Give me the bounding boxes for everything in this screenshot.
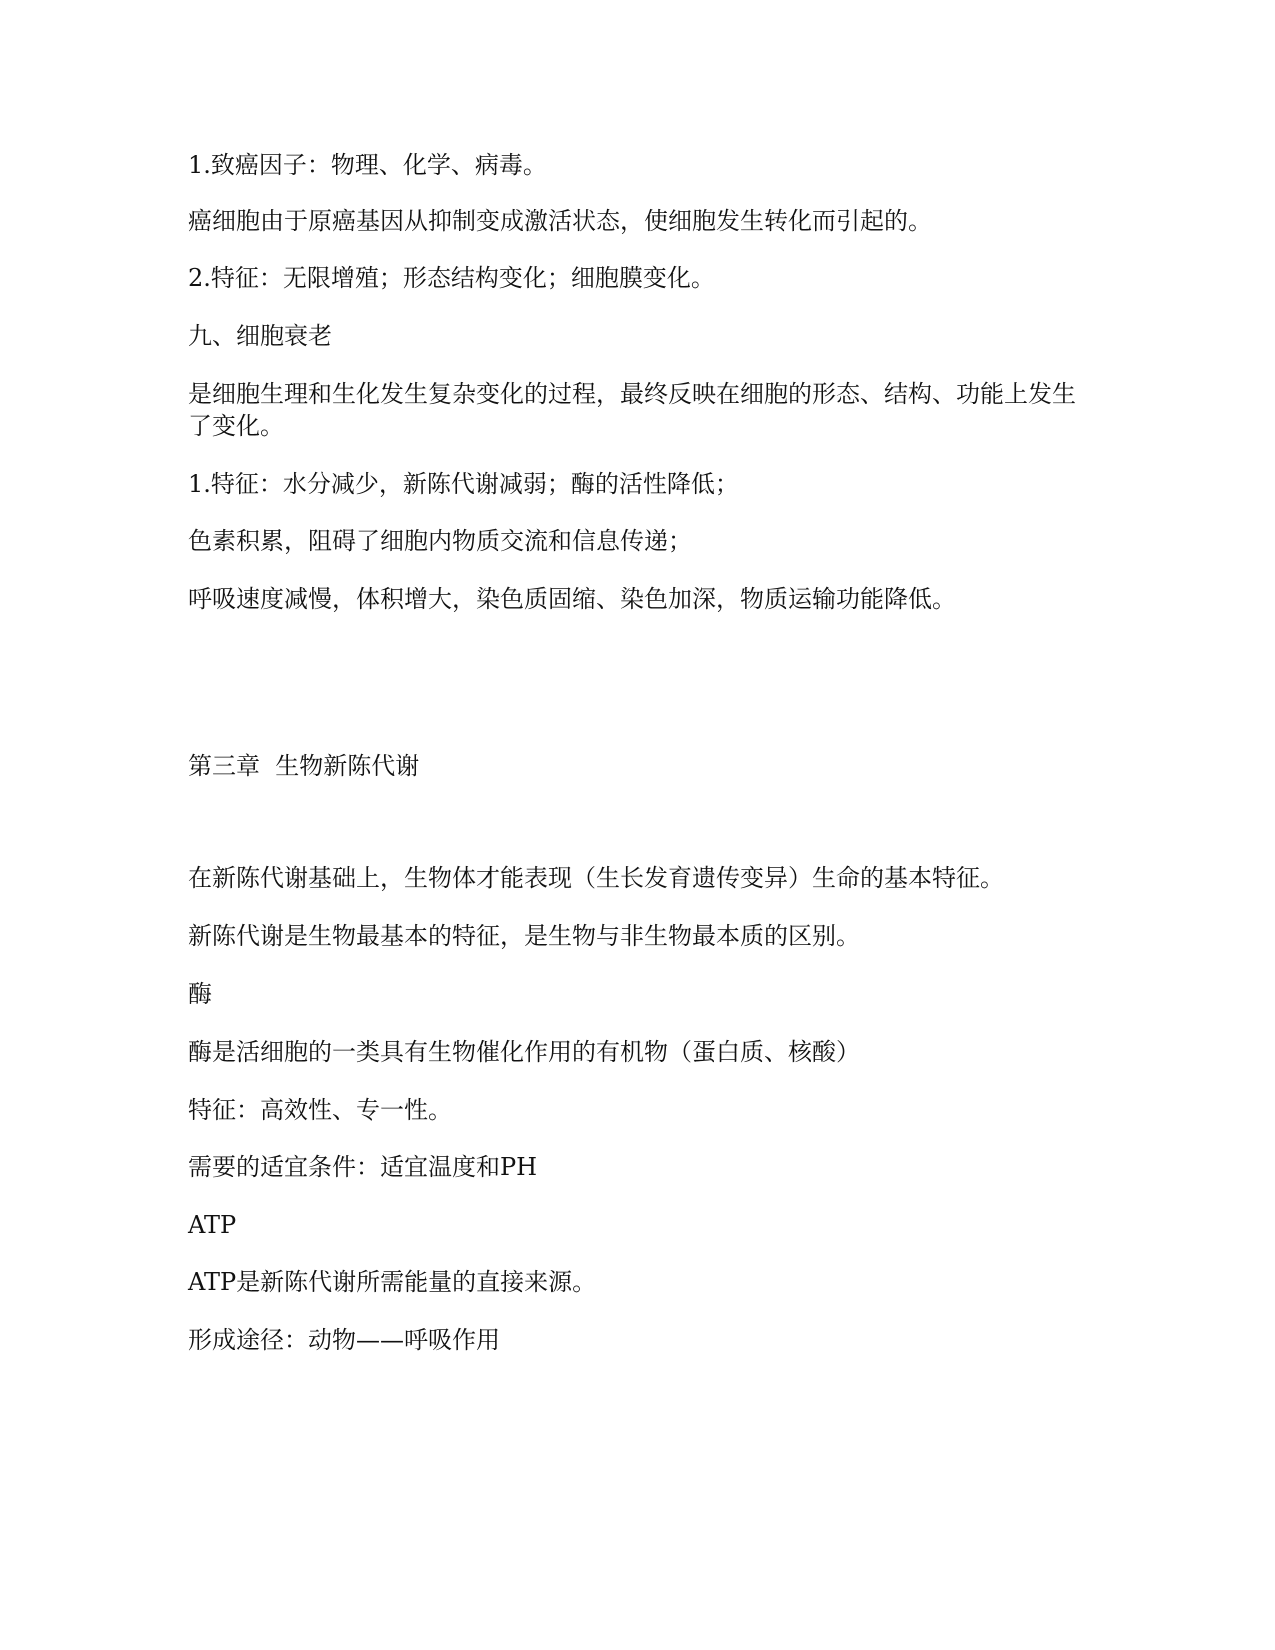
chapter-heading: 第三章 生物新陈代谢 bbox=[188, 752, 420, 780]
paragraph-aging-features-3: 呼吸速度减慢，体积增大，染色质固缩、染色加深，物质运输功能降低。 bbox=[188, 585, 956, 613]
paragraph-atp-source: ATP是新陈代谢所需能量的直接来源。 bbox=[188, 1268, 597, 1296]
paragraph-atp-formation: 形成途径：动物——呼吸作用 bbox=[188, 1326, 500, 1354]
paragraph-carcinogens: 1.致癌因子：物理、化学、病毒。 bbox=[188, 151, 547, 179]
paragraph-metabolism-basis: 在新陈代谢基础上，生物体才能表现（生长发育遗传变异）生命的基本特征。 bbox=[188, 864, 1004, 892]
paragraph-enzyme-conditions: 需要的适宜条件：适宜温度和PH bbox=[188, 1153, 538, 1181]
paragraph-metabolism-feature: 新陈代谢是生物最基本的特征，是生物与非生物最本质的区别。 bbox=[188, 922, 860, 950]
paragraph-aging-features-1: 1.特征：水分减少，新陈代谢减弱；酶的活性降低； bbox=[188, 470, 739, 498]
section-heading-cell-aging: 九、细胞衰老 bbox=[188, 322, 332, 350]
paragraph-aging-definition: 是细胞生理和生化发生复杂变化的过程，最终反映在细胞的形态、结构、功能上发生了变化。 bbox=[188, 380, 1076, 440]
heading-atp: ATP bbox=[188, 1211, 237, 1239]
paragraph-cancer-features: 2.特征：无限增殖；形态结构变化；细胞膜变化。 bbox=[188, 264, 715, 292]
paragraph-enzyme-definition: 酶是活细胞的一类具有生物催化作用的有机物（蛋白质、核酸） bbox=[188, 1038, 860, 1066]
paragraph-aging-features-2: 色素积累，阻碍了细胞内物质交流和信息传递； bbox=[188, 527, 692, 555]
paragraph-enzyme-features: 特征：高效性、专一性。 bbox=[188, 1096, 452, 1124]
heading-enzyme: 酶 bbox=[188, 980, 212, 1008]
paragraph-cancer-cell-cause: 癌细胞由于原癌基因从抑制变成激活状态，使细胞发生转化而引起的。 bbox=[188, 207, 932, 235]
